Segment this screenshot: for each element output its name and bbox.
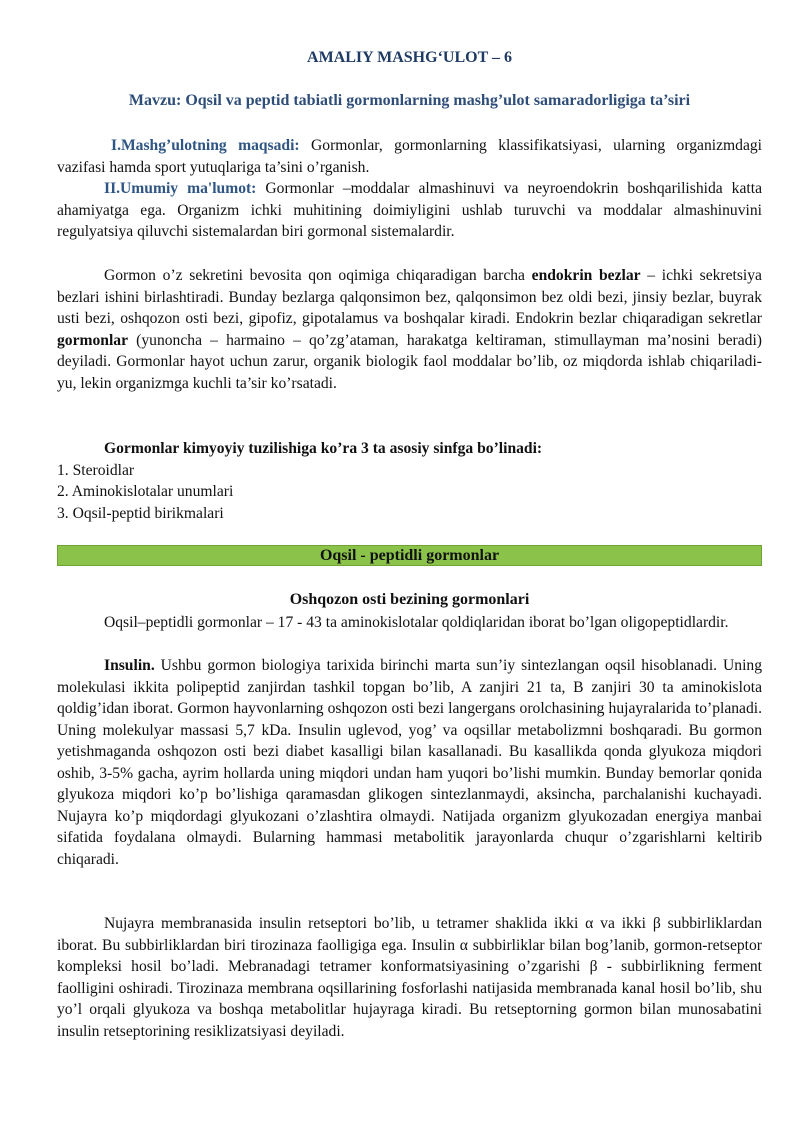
general-info-text: Gormonlar –moddalar almashinuvi va neyroendokrin boshqarilishida katta ahamiyatga ega. Organizm ichki muhitining doimiyligini ushlab turuvchi va moddalar almashinuvini regulyatsiya qiluvchi sistemalardan biri gormonal sistemalardir.	[57, 180, 762, 240]
goal-paragraph	[57, 135, 762, 178]
endocrine-text-2: – ichki sekretsiya bezlari ishini birlashtiradi. Bunday bezlarga qalqonsimon bez, qalqonsimon bez oldi bezi, jinsiy bezlar, buyrak usti bezi, oshqozon osti bezi, gipofiz, gipotalamus va boshqalar kiradi. Endokrin bezlar chiqaradigan sekretlar	[57, 267, 762, 327]
topic-heading: Mavzu: Oqsil va peptid tabiatli gormonlarning mashg’ulot samaradorligiga ta’siri	[128, 92, 691, 109]
oligopeptide-text: Oqsil–peptidli gormonlar – 17 - 43 ta aminokislotalar qoldiqlaridan iborat bo’lgan oligopeptidlardir.	[104, 614, 729, 631]
goal-heading: I.Mashg’ulotning maqsadi:	[111, 137, 300, 154]
class-item-3: 3. Oqsil-peptid birikmalari	[57, 504, 224, 522]
classification-heading: Gormonlar kimyoyiy tuzilishiga ko’ra 3 ta asosiy sinfga bo’linadi:	[104, 440, 543, 457]
insulin-text: Ushbu gormon biologiya tarixida birinchi marta sun’iy sintezlangan oqsil hisoblanadi. Uning molekulasi ikkita polipeptid zanjirdan tashkil topgan bo’lib, A zanjiri 21 ta, B zanjiri 30 ta aminokislota qoldig’idan iborat. Gormon hayvonlarning oshqozon osti bezi langergans orolchasining hujayralarida to’planadi. Uning molekulyar massasi 5,7 kDa. Insulin uglevod, yog’ va oqsillar metabolizmni boshqaradi. Bu gormon yetishmaganda oshqozon osti bezi diabet kasalligi bilan kasallanadi. Bu kasallikda qonda glyukoza miqdori oshib, 3-5% gacha, ayrim hollarda uning miqdori undan ham yuqori bo’lishi mumkin. Bunday bemorlar qonida glyukoza miqdori ko’p bo’lishiga qaramasdan glikogen sintezlanmaydi, aksincha, parchalanishi kuchayadi. Nujayra ko’p miqdordagi glyukozani o’zlashtira olmaydi. Natijada organizm glyukozadan energiya manbai sifatida foydalana olmaydi. Bularning hammasi metabolitik jarayonlarda chuqur o’zgarishlarni keltirib chiqaradi.	[57, 657, 762, 868]
endocrine-bold-term: endokrin bezlar	[531, 267, 641, 284]
class-item-2: 2. Aminokislotalar unumlari	[57, 483, 234, 500]
insulin-paragraph	[57, 655, 762, 870]
classification-block	[57, 438, 762, 524]
hormones-bold-term: gormonlar	[57, 331, 129, 349]
receptor-text: Nujayra membranasida insulin retseptori bo’lib, u tetramer shaklida ikki α va ikki β subbirliklardan iborat. Bu subbirliklardan biri tirozinaza faolligiga ega. Insulin α subbirliklar bilan bog’lanib, gormon-retseptor kompleksi hosil bo’ladi. Mebranadagi tetramer konformatsiyasining o’zgarishi β - subbirlikning ferment faolligini oshiradi. Tirozinaza membrana oqsillarining fosforlashi natijasida membranada kanal hosil bo’lib, shu yo’l orqali glyukoza va boshqa metabolitlar hujayraga kiradi. Bu retseptorning gormon bilan munosabatini insulin retseptorining resiklizatsiyasi deyiladi.	[57, 915, 762, 1040]
subsection-heading: Oshqozon osti bezining gormonlari	[289, 591, 530, 608]
endocrine-text-1: Gormon o’z sekretini bevosita qon oqimiga chiqaradigan barcha	[104, 267, 532, 284]
insulin-heading: Insulin.	[104, 657, 155, 674]
endocrine-paragraph	[57, 265, 762, 394]
general-info-paragraph	[57, 178, 762, 243]
receptor-paragraph	[57, 913, 762, 1042]
general-info-heading: II.Umumiy ma'lumot:	[104, 180, 257, 197]
oligopeptide-paragraph	[57, 612, 762, 634]
goal-text: Gormonlar, gormonlarning klassifikatsiyasi, ularning organizmdagi vazifasi hamda sport yutuqlariga ta’sini o’rganish.	[57, 137, 762, 176]
endocrine-text-3: (yunoncha – harmaino – qo’zg’ataman, harakatga keltiraman, stimullayman ma’nosini beradi) deyiladi. Gormonlar hayot uchun zarur, organik biologik faol moddalar bo’lib, oz miqdorda ishlab chiqariladi-yu, lekin organizmga kuchli ta’sir ko’rsatadi.	[57, 331, 762, 392]
section-banner: Oqsil - peptidli gormonlar	[57, 545, 762, 566]
class-item-1: 1. Steroidlar	[57, 461, 135, 479]
page-title: AMALIY MASHG‘ULOT – 6	[307, 49, 512, 66]
